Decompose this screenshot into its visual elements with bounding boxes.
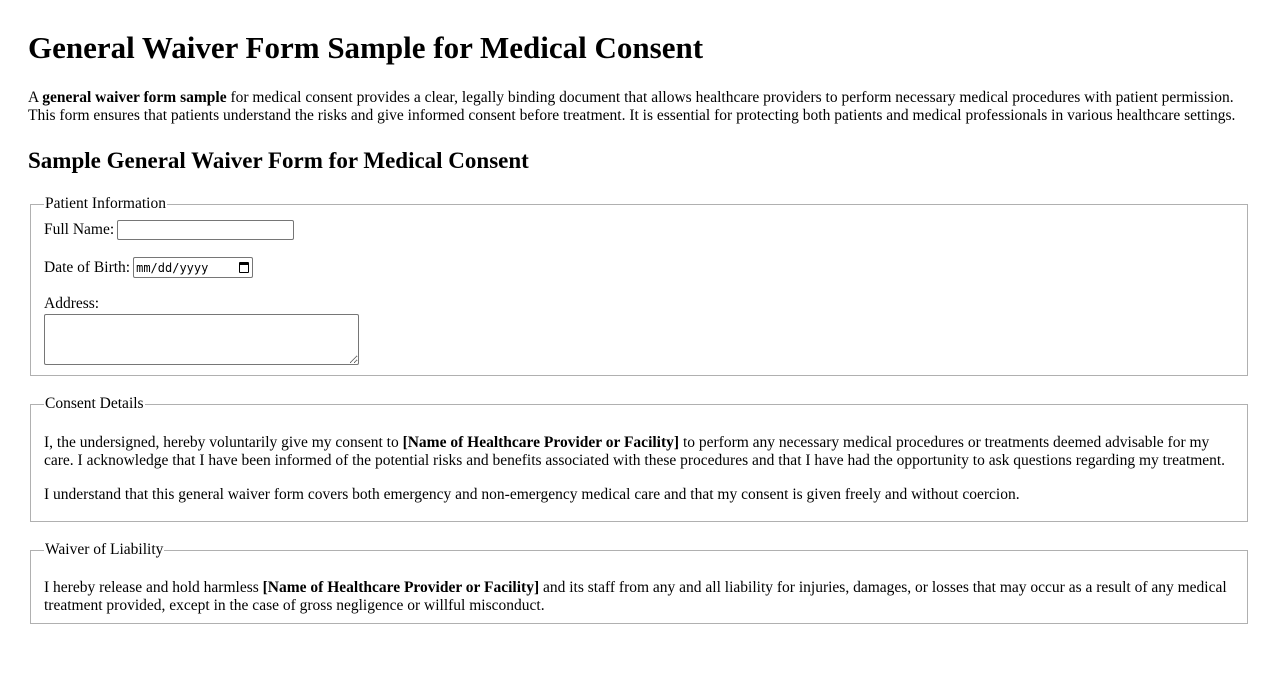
date-of-birth-input[interactable] xyxy=(133,257,253,278)
consent-details-fieldset xyxy=(30,395,1248,522)
consent-details-legend: Consent Details xyxy=(45,395,144,412)
page-title: General Waiver Form Sample for Medical Consent xyxy=(28,30,704,65)
waiver-p1-prefix: I hereby release and hold harmless xyxy=(44,579,263,596)
patient-information-legend: Patient Information xyxy=(45,195,166,212)
intro-bold: general waiver form sample xyxy=(42,89,227,106)
consent-p1-provider: [Name of Healthcare Provider or Facility] xyxy=(402,434,680,451)
address-label: Address: xyxy=(44,295,100,312)
calendar-icon[interactable] xyxy=(239,262,249,273)
date-of-birth-placeholder: mm/dd/yyyy xyxy=(136,260,209,275)
waiver-paragraph-1 xyxy=(44,579,1234,615)
full-name-label: Full Name: xyxy=(44,221,115,238)
consent-paragraph-2: I understand that this general waiver form covers both emergency and non-emergency medical care and that my consent is given freely and without coercion. xyxy=(44,486,1020,503)
consent-p1-rest: to perform any necessary medical procedures or treatments deemed advisable for my care. I acknowledge that I have been informed of the potential risks and benefits associated with these procedures and that I have had the opportunity to ask questions regarding my treatment. xyxy=(44,434,1226,469)
intro-rest: for medical consent provides a clear, legally binding document that allows healthcare providers to perform necessary medical procedures with patient permission. This form ensures that patients understand the risks and give informed consent before treatment. It is essential for protecting both patients and medical professionals in various healthcare settings. xyxy=(28,89,1236,124)
patient-information-fieldset xyxy=(30,195,1248,376)
full-name-input[interactable] xyxy=(117,220,294,240)
section-title: Sample General Waiver Form for Medical Consent xyxy=(28,148,529,173)
consent-p1-prefix: I, the undersigned, hereby voluntarily give my consent to xyxy=(44,434,403,451)
document-page xyxy=(0,30,1278,624)
intro-paragraph xyxy=(28,89,1248,125)
address-row xyxy=(44,295,1234,365)
date-of-birth-row xyxy=(44,257,1234,278)
consent-paragraph-1 xyxy=(44,434,1234,470)
intro-prefix: A xyxy=(28,89,43,106)
full-name-row xyxy=(44,220,1234,240)
address-textarea[interactable] xyxy=(44,314,359,365)
waiver-p1-provider: [Name of Healthcare Provider or Facility] xyxy=(262,579,540,596)
date-of-birth-label: Date of Birth: xyxy=(44,258,131,276)
waiver-of-liability-legend: Waiver of Liability xyxy=(45,541,164,558)
waiver-p1-rest: and its staff from any and all liability for injuries, damages, or losses that may occur as a result of any medical treatment provided, except in the case of gross negligence or willful misconduct. xyxy=(44,579,1227,614)
waiver-of-liability-fieldset xyxy=(30,541,1248,624)
